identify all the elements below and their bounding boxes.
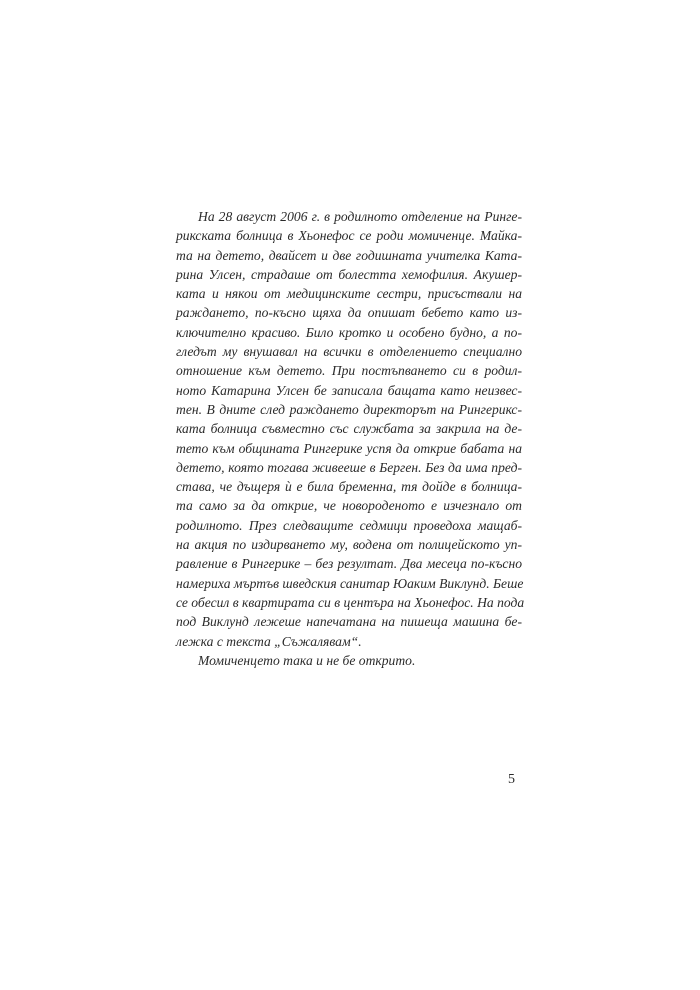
text-line: та на детето, двайсет и две годишната учителка Ката-	[176, 247, 522, 263]
text-line: лежка с текста „Съжалявам“.	[176, 633, 362, 649]
text-line: рина Улсен, страдаше от болестта хемофилия. Акушер-	[176, 266, 522, 282]
text-line: та само за да открие, че новороденото е изчезнало от	[176, 498, 522, 514]
text-line: равление в Рингерике – без резултат. Два месеца по-късно	[176, 556, 522, 572]
text-line: детето, която тогава живееше в Берген. Без да има пред-	[176, 459, 522, 475]
text-line: ката болница съвместно със службата за закрила на де-	[176, 421, 522, 437]
text-line: гледът му внушавал на всички в отделението специално	[176, 344, 522, 360]
text-line: родилното. През следващите седмици проведоха мащаб-	[176, 517, 522, 533]
text-line: раждането, по-късно щяха да опишат бебето като из-	[176, 305, 522, 321]
text-line: тето към общината Рингерике успя да открие бабата на	[176, 440, 522, 456]
text-line: Момиченцето така и не бе открито.	[198, 652, 416, 668]
text-line: На 28 август 2006 г. в родилното отделение на Ринге-	[198, 209, 522, 224]
text-line: се обесил в квартирата си в центъра на Хьонефос. На пода	[176, 594, 525, 610]
text-line: намериха мъртъв шведския санитар Юаким Виклунд. Беше	[176, 575, 524, 591]
text-line: ката и някои от медицинските сестри, присъствали на	[176, 286, 522, 302]
text-line: става, че дъщеря ѝ е била бременна, тя дойде в болница-	[176, 479, 522, 495]
text-line: под Виклунд лежеше напечатана на пишеща машина бе-	[176, 614, 522, 630]
text-line: на акция по издирването му, водена от полицейското уп-	[176, 537, 522, 553]
page-number: 5	[508, 772, 515, 787]
text-line: ното Катарина Улсен бе записала бащата като неизвес-	[176, 382, 522, 398]
body-text	[176, 207, 525, 670]
text-line: ключително красиво. Било кротко и особено будно, а по-	[176, 324, 522, 340]
text-line: тен. В дните след раждането директорът на Рингерикс-	[176, 401, 522, 417]
text-line: отношение към детето. При постъпването си в родил-	[176, 363, 522, 379]
text-line: рикската болница в Хьонефос се роди момиченце. Майка-	[176, 228, 522, 244]
